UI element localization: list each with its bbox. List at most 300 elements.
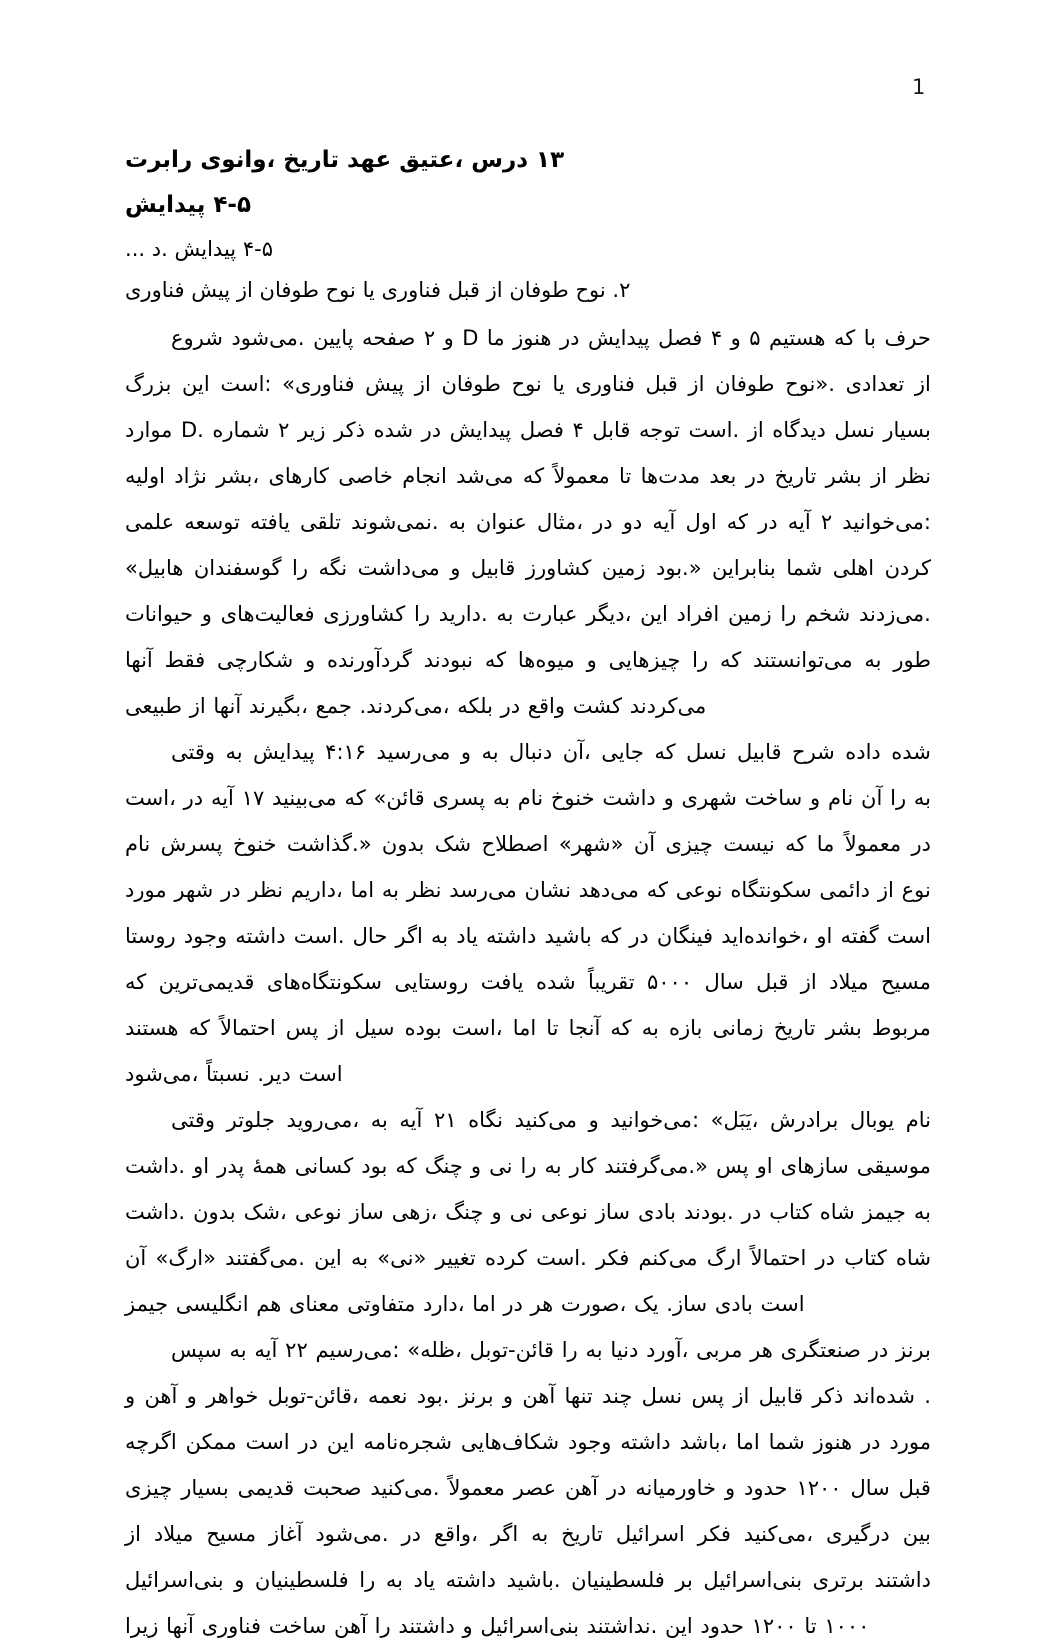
text-token: بود xyxy=(656,556,683,580)
text-token: و xyxy=(460,740,472,764)
page-number: 1 xyxy=(912,75,926,99)
text-token: دارد xyxy=(423,1292,458,1316)
text-token: است xyxy=(125,786,170,810)
text-token: جمع xyxy=(315,694,352,718)
text-token: نام xyxy=(125,832,151,856)
text-token: اما xyxy=(472,1292,496,1316)
text-token: طور xyxy=(893,648,932,672)
text-token: » xyxy=(815,372,829,396)
text-token: ، xyxy=(455,1338,462,1362)
text-token: پیدایش xyxy=(125,192,206,218)
text-token: » xyxy=(358,832,372,856)
text-token: : xyxy=(392,1338,400,1362)
text-token: شما xyxy=(768,1430,805,1454)
text-token: را xyxy=(561,1338,578,1362)
text-token: آیه xyxy=(787,510,811,534)
text-token: میلاد xyxy=(153,1522,194,1546)
text-token: و xyxy=(724,1476,736,1500)
text-token: شکارچی xyxy=(217,648,294,672)
text-token: به xyxy=(385,1568,403,1592)
text-token: دنیا xyxy=(610,1338,639,1362)
text-token: جایی xyxy=(601,740,644,764)
text-token: ۱۶ xyxy=(343,740,367,764)
text-token: طوفان xyxy=(441,372,501,396)
text-token: اسرائیل xyxy=(615,1522,685,1546)
text-token: معنای xyxy=(288,1292,340,1316)
text-token: حدود xyxy=(744,1476,788,1500)
text-token: نوح xyxy=(325,278,356,302)
text-token: : xyxy=(923,510,931,534)
text-token: آن xyxy=(861,786,883,810)
text-token: صحبت xyxy=(303,1476,362,1500)
text-token: در xyxy=(629,924,649,948)
text-token: » xyxy=(413,1246,427,1270)
text-token: طوفان xyxy=(715,372,775,396)
text-token: بادی xyxy=(637,1200,676,1224)
text-token: . xyxy=(337,924,345,948)
text-token: توبل xyxy=(469,1338,509,1362)
text-token: انگلیسی xyxy=(175,1292,249,1316)
text-token: گوسفندان xyxy=(193,556,282,580)
text-token: داشتند xyxy=(874,1568,931,1592)
text-token: قابل xyxy=(592,418,631,442)
text-token: می‌کنید xyxy=(370,1476,433,1500)
text-token: می‌دهد xyxy=(578,878,639,902)
text-token: . xyxy=(432,1476,440,1500)
text-token: هستیم xyxy=(769,326,826,350)
text-token: . xyxy=(138,237,146,261)
text-token: معمولاً xyxy=(844,832,902,856)
text-token: که xyxy=(484,648,507,672)
text-token: کشاورزی xyxy=(323,602,406,626)
text-token: ۱۳ xyxy=(536,147,565,173)
text-token: در xyxy=(183,786,204,810)
text-token: که xyxy=(522,464,545,488)
text-token: موسیقی xyxy=(856,1154,931,1178)
text-token: توسعه xyxy=(184,510,240,534)
text-token: اولیه xyxy=(125,464,165,488)
text-token: ارگ xyxy=(706,1246,742,1270)
text-token: : xyxy=(336,740,344,764)
text-token: و xyxy=(186,1384,197,1408)
text-token: دیدگاه xyxy=(772,418,826,442)
text-token: تنها xyxy=(564,1384,593,1408)
text-token: صورت xyxy=(560,1292,620,1316)
text-token: این xyxy=(326,1430,355,1454)
text-token: شهری xyxy=(681,786,737,810)
text-token: نوع xyxy=(901,878,931,902)
text-token: . xyxy=(732,418,740,442)
text-token: میلاد xyxy=(829,970,869,994)
text-token: D xyxy=(180,418,198,442)
text-token: قدیمی‌ترین xyxy=(158,970,255,994)
text-token: خوانده‌اید xyxy=(721,924,802,948)
paragraph-1 xyxy=(125,315,931,729)
text-token: و xyxy=(234,1568,245,1592)
text-token: دو xyxy=(622,510,643,534)
text-token: بازه xyxy=(668,1016,703,1040)
text-token: ساز xyxy=(595,1200,630,1224)
text-token: پس xyxy=(715,1154,749,1178)
text-token: طبیعی xyxy=(125,694,183,718)
text-token: نوعی xyxy=(675,878,723,902)
text-token: چیزی xyxy=(125,1476,173,1500)
text-token: زمانی xyxy=(712,1016,764,1040)
text-token: که xyxy=(599,924,622,948)
text-token: وقتی xyxy=(171,740,216,764)
text-token: نوح xyxy=(511,372,542,396)
text-token: « xyxy=(125,556,138,580)
text-token: و xyxy=(586,648,597,672)
text-token: اما xyxy=(350,878,375,902)
text-token: می‌رسیم xyxy=(315,1338,393,1362)
text-token: حال xyxy=(352,924,388,948)
text-token: شکاف‌هایی xyxy=(460,1430,560,1454)
text-token: پدر xyxy=(217,1154,245,1178)
text-token: می‌بینید xyxy=(272,786,337,810)
text-token: خنوخ xyxy=(550,786,595,810)
text-token: : xyxy=(691,1108,700,1132)
text-token: . xyxy=(178,1154,186,1178)
text-token: « xyxy=(407,1338,421,1362)
text-token: کرده xyxy=(484,1246,527,1270)
text-token: آیه xyxy=(254,1338,278,1362)
text-token: در xyxy=(401,1522,421,1546)
text-token: آن xyxy=(562,740,584,764)
text-token: که xyxy=(646,878,668,902)
text-token: از xyxy=(189,694,206,718)
text-token: و xyxy=(491,1200,502,1224)
text-token: هابیل xyxy=(137,556,184,580)
text-token: را xyxy=(414,602,430,626)
text-token: ، xyxy=(454,147,464,173)
text-token: است xyxy=(688,418,733,442)
document-content xyxy=(125,146,931,1649)
text-token: پیدایش xyxy=(587,326,650,350)
text-token: شخم xyxy=(805,602,851,626)
text-token: ، xyxy=(751,1108,759,1132)
text-token: شرح xyxy=(792,740,835,764)
text-token: » xyxy=(695,1154,708,1178)
text-token: » xyxy=(203,1246,216,1270)
text-token: سال xyxy=(704,970,744,994)
text-token: حرف xyxy=(884,326,931,350)
text-token: نگاه xyxy=(468,1108,503,1132)
text-token: نام xyxy=(517,786,544,810)
text-token: از xyxy=(688,372,705,396)
text-token: قائن xyxy=(515,1338,554,1362)
text-token: ۴ xyxy=(213,192,228,218)
text-token: مسیح xyxy=(206,1522,257,1546)
text-token: . xyxy=(688,1154,696,1178)
text-token: و xyxy=(201,602,212,626)
text-token: داشتند xyxy=(398,1614,455,1638)
text-token: در xyxy=(559,326,580,350)
text-token: ، xyxy=(191,1062,199,1086)
text-token: گردآورنده xyxy=(327,648,412,672)
text-token: داریم xyxy=(290,878,336,902)
text-token: می‌کردند xyxy=(366,694,443,718)
text-token: معمولاً xyxy=(553,464,610,488)
text-token: از xyxy=(125,1522,141,1546)
text-token: بنابراین xyxy=(712,556,776,580)
text-token: فکر xyxy=(596,1246,630,1270)
text-token: « xyxy=(155,1246,169,1270)
text-token: قبل xyxy=(645,372,678,396)
text-token: دنبال xyxy=(509,740,553,764)
text-token: دیر xyxy=(264,1062,291,1086)
text-token: در xyxy=(758,510,778,534)
text-token: داشت xyxy=(602,786,656,810)
text-token: آنها xyxy=(125,648,153,672)
text-token: این xyxy=(665,1614,693,1638)
text-token: قدیمی xyxy=(237,1476,295,1500)
text-token: بشر xyxy=(825,1016,862,1040)
text-token: سازهای xyxy=(780,1154,849,1178)
text-token: نوح xyxy=(575,278,606,302)
text-token: ، xyxy=(495,1016,503,1040)
text-token: ساز xyxy=(672,1292,708,1316)
text-token: که xyxy=(395,1154,417,1178)
text-token: . xyxy=(257,1062,265,1086)
text-token: مسیح xyxy=(880,970,931,994)
text-token: بسیار xyxy=(883,418,931,442)
text-token: هنوز xyxy=(813,1430,853,1454)
text-token: شجره‌نامه xyxy=(363,1430,452,1454)
text-token: از xyxy=(914,372,931,396)
text-token: ، xyxy=(681,1338,689,1362)
text-token: آنها xyxy=(166,1614,194,1638)
text-token: ذکر xyxy=(334,418,365,442)
text-token: شک xyxy=(243,1200,280,1224)
text-token: قبل xyxy=(756,970,789,994)
text-token: رابرت xyxy=(125,147,193,173)
text-token: او xyxy=(193,1154,210,1178)
text-token: ما xyxy=(816,832,835,856)
text-token: بنی‌اسرائیل xyxy=(125,1568,224,1592)
text-token: شماره xyxy=(212,418,270,442)
text-token: اصطلاح xyxy=(481,832,549,856)
text-token: می‌خوانید xyxy=(842,510,924,534)
text-token: بلکه xyxy=(457,694,493,718)
text-token: آهن xyxy=(565,1476,598,1500)
text-token: صفحه xyxy=(362,326,416,350)
text-token: و xyxy=(470,1154,482,1178)
text-token: هر xyxy=(750,1338,773,1362)
text-token: ۲ xyxy=(820,510,833,534)
text-token: دارید xyxy=(438,602,481,626)
paragraph-2 xyxy=(125,729,931,1097)
text-token: اگر xyxy=(490,1522,519,1546)
document-subtitle xyxy=(125,191,931,219)
text-token: فناوری xyxy=(381,278,441,302)
text-token: طوفان xyxy=(509,278,569,302)
text-token: و xyxy=(810,786,821,810)
text-token: گذاشت xyxy=(286,832,352,856)
text-token: . xyxy=(924,1384,931,1408)
text-token: یَبَل xyxy=(723,1108,752,1132)
text-token: را xyxy=(292,556,308,580)
text-token: ساخت xyxy=(744,786,803,810)
text-token: بود xyxy=(361,1154,388,1178)
text-token: در xyxy=(500,694,521,718)
text-token: عنوان xyxy=(475,510,527,534)
text-token: شهر xyxy=(174,878,214,902)
text-token: . xyxy=(828,372,835,396)
text-token: که xyxy=(610,1016,632,1040)
text-token: درگیری xyxy=(825,1522,890,1546)
text-token: درس xyxy=(471,147,529,173)
text-token: کارهای xyxy=(268,464,329,488)
text-token: دائمی xyxy=(819,878,871,902)
text-token: باشد xyxy=(679,1430,721,1454)
text-token: از xyxy=(733,1384,750,1408)
text-token: را xyxy=(374,1614,391,1638)
text-token: و xyxy=(443,326,454,350)
text-token: وجود xyxy=(183,924,228,948)
text-token: می‌رسید xyxy=(376,740,451,764)
text-token: نسل xyxy=(686,740,727,764)
text-token: . xyxy=(666,1292,673,1316)
text-token: زمین xyxy=(727,602,772,626)
text-token: می‌کردند xyxy=(629,694,707,718)
paragraph-3 xyxy=(125,1097,931,1327)
text-token: است xyxy=(293,924,338,948)
text-token: : xyxy=(264,372,272,396)
text-token: بشر xyxy=(825,464,862,488)
text-token: داده xyxy=(845,740,881,764)
text-token: بگیرند xyxy=(248,694,302,718)
text-token: آیه xyxy=(399,1108,423,1132)
text-token: وجود xyxy=(568,1430,612,1454)
text-token: که xyxy=(719,648,742,672)
text-token: نام xyxy=(905,1108,932,1132)
text-token: می‌زدند xyxy=(859,602,925,626)
text-token: واقع xyxy=(527,694,565,718)
text-token: به xyxy=(481,740,499,764)
text-token: باشید xyxy=(544,924,592,948)
text-token: در xyxy=(503,1292,523,1316)
text-token: حدود xyxy=(700,1614,744,1638)
text-token: که xyxy=(654,740,676,764)
text-token: ۱۷ xyxy=(241,786,265,810)
text-token: تاریخ xyxy=(283,147,340,173)
text-token: میوه‌ها xyxy=(517,648,575,672)
text-token: فصل xyxy=(658,326,703,350)
text-token: پیدایش xyxy=(174,237,237,261)
text-token: هنوز xyxy=(513,326,552,350)
text-token: کتاب xyxy=(844,1246,887,1270)
text-token: ۴ xyxy=(572,418,584,442)
text-token: « xyxy=(710,1108,724,1132)
text-token: « xyxy=(282,372,296,396)
text-token: به xyxy=(448,510,466,534)
text-token: . xyxy=(381,1522,389,1546)
text-token: می‌توانستند xyxy=(753,648,853,672)
text-token: خاصی xyxy=(338,464,393,488)
text-token: جیمز xyxy=(125,1292,169,1316)
text-token: جلوتر xyxy=(226,1108,275,1132)
text-token: اما xyxy=(512,1016,537,1040)
text-token: وانوی xyxy=(200,147,267,173)
text-token: برنز xyxy=(458,1384,494,1408)
text-token: توجه xyxy=(638,418,680,442)
text-token: فقط xyxy=(164,648,206,672)
text-token: می‌کنید xyxy=(743,1522,807,1546)
text-token: را xyxy=(780,602,797,626)
text-token: و xyxy=(588,1108,599,1132)
text-token: در xyxy=(298,1430,318,1454)
text-token: قائن xyxy=(313,1384,352,1408)
text-token: بدون xyxy=(193,1200,236,1224)
text-token: اهلی xyxy=(832,556,875,580)
text-token: ممکن xyxy=(185,1430,237,1454)
text-token: ۱۰۰۰ xyxy=(824,1614,870,1638)
text-token: شده xyxy=(373,418,414,442)
text-token: تا xyxy=(619,464,632,488)
text-token: در xyxy=(741,1200,762,1224)
text-token: ، xyxy=(335,878,343,902)
text-token: ، xyxy=(576,510,584,534)
text-token: چنگ xyxy=(424,1154,463,1178)
text-token: ، xyxy=(720,1430,728,1454)
text-token: داشته xyxy=(486,924,537,948)
text-token: ۲ xyxy=(619,278,631,302)
text-token: طوفان xyxy=(259,278,319,302)
text-token: قابیل xyxy=(470,556,516,580)
text-token: از xyxy=(800,970,817,994)
text-token: نظر xyxy=(248,878,284,902)
text-token: - xyxy=(306,1384,314,1408)
text-token: داشت xyxy=(125,1154,179,1178)
text-token: به xyxy=(913,1200,931,1224)
text-token: . xyxy=(297,326,305,350)
text-token: سیل xyxy=(354,1016,395,1040)
text-token: « xyxy=(373,786,387,810)
text-token: پیدایش xyxy=(253,740,315,764)
text-token: ۱۲۰۰ xyxy=(796,1476,842,1500)
text-token: و xyxy=(502,1384,514,1408)
text-token: - xyxy=(254,237,262,261)
text-token: اول xyxy=(685,510,717,534)
text-token: داشته xyxy=(620,1430,671,1454)
text-token: سال xyxy=(850,1476,890,1500)
text-token: از xyxy=(236,278,253,302)
text-token: ۲ xyxy=(423,326,436,350)
text-token: در xyxy=(745,464,766,488)
text-token: است xyxy=(886,924,931,948)
text-token: این xyxy=(182,372,210,396)
text-token: شاه xyxy=(819,1200,855,1224)
text-token: به xyxy=(381,878,399,902)
text-token: حیوانات xyxy=(125,602,194,626)
text-token: و xyxy=(730,326,741,350)
text-token: ظله xyxy=(420,1338,456,1362)
text-token: می‌داشت xyxy=(357,556,440,580)
text-token: ، xyxy=(352,1108,360,1132)
text-token: ، xyxy=(442,694,450,718)
text-token: که xyxy=(785,832,807,856)
text-token: یاد xyxy=(456,924,478,948)
text-token: شک xyxy=(434,832,472,856)
text-token: ۵ xyxy=(749,326,761,350)
text-token: با xyxy=(863,326,877,350)
text-token: مدت‌ها xyxy=(640,464,701,488)
text-token: برادرش xyxy=(769,1108,839,1132)
text-token: . xyxy=(431,510,439,534)
text-token: پیش xyxy=(365,372,405,396)
text-token: پس xyxy=(285,1016,319,1040)
